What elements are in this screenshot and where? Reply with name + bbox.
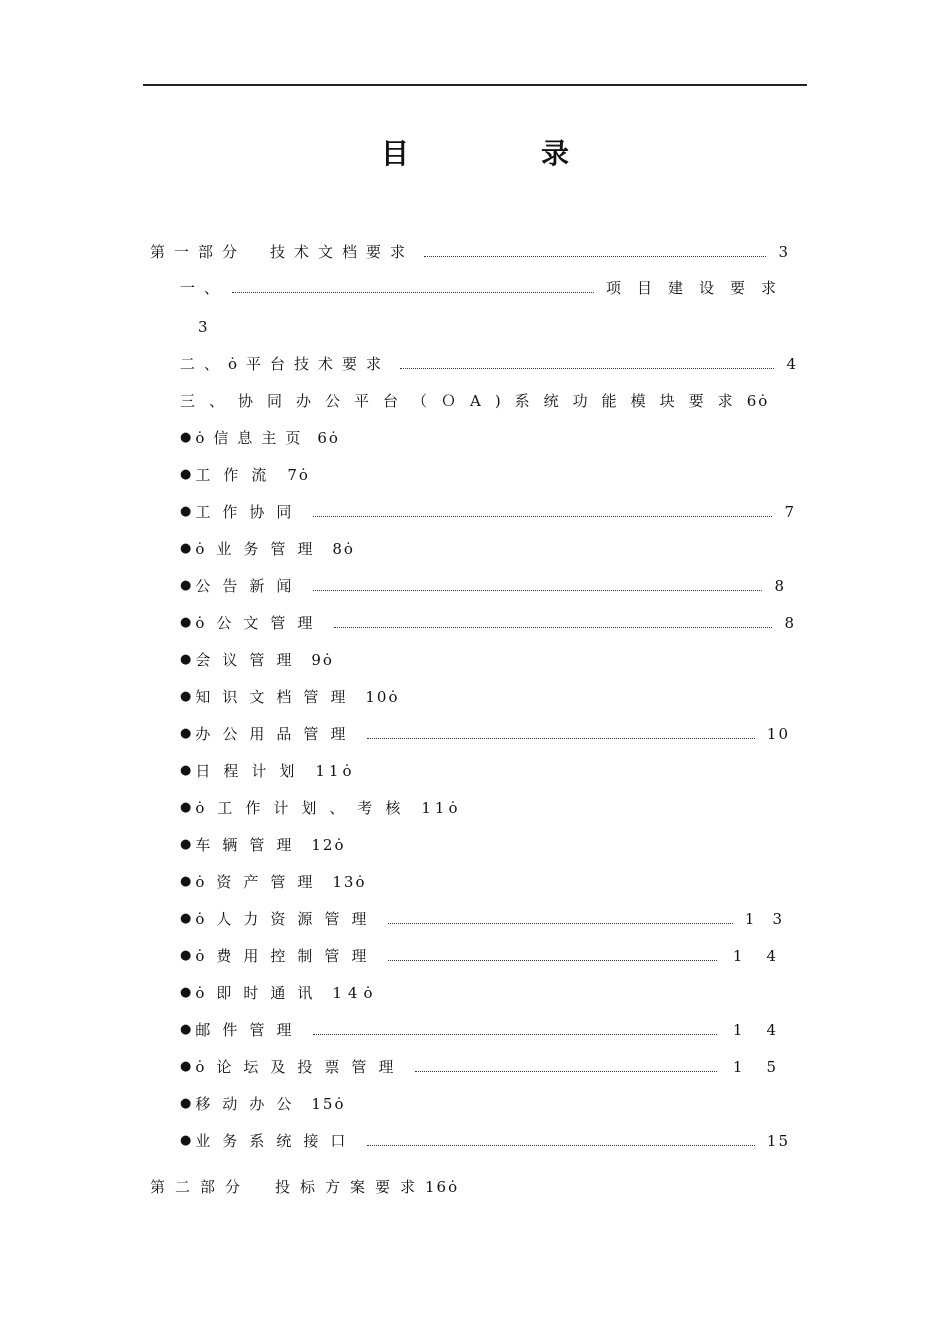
dot-leader [313, 514, 772, 517]
toc-entry-page: 8 [774, 577, 786, 595]
toc-entry-label: 一、 [180, 279, 229, 297]
bullet-icon: ● [180, 541, 192, 556]
bullet-icon: ● [180, 430, 192, 445]
toc-entry-news[interactable] [180, 574, 786, 598]
toc-entry-page: 14 [732, 947, 800, 965]
bullet-icon: ● [180, 689, 192, 704]
toc-entry-label: 办公用品管理 [195, 725, 358, 743]
toc-entry-label: ȯ公文管理 [195, 614, 325, 632]
bullet-icon: ● [180, 763, 192, 778]
toc-entry-section-2[interactable] [180, 352, 798, 376]
toc-entry-label: 第一部分 技术文档要求 [150, 243, 415, 261]
toc-entry-page: 8 [784, 614, 796, 632]
toc-entry-label: 移动办公 [195, 1095, 304, 1113]
toc-entry-page: 15ȯ [311, 1095, 346, 1113]
dot-leader [400, 366, 774, 369]
toc-entry-label: 车辆管理 [195, 836, 304, 854]
toc-entry-page: 项目建设要求 [605, 279, 792, 297]
toc-entry-page: 12ȯ [311, 836, 346, 854]
bullet-icon: ● [180, 1096, 192, 1111]
dot-leader [388, 958, 717, 961]
toc-entry-page: 13 [744, 910, 800, 928]
toc-entry-page: 14ȯ [332, 984, 379, 1002]
toc-entry-page: 11ȯ [421, 799, 462, 817]
toc-entry-section-1[interactable] [180, 276, 792, 300]
toc-entry-label: 知识文档管理 [195, 688, 358, 706]
toc-entry-page: 9ȯ [311, 651, 334, 669]
toc-entry-wrapped-page: 3 [198, 318, 208, 336]
dot-leader [334, 625, 772, 628]
toc-entry-label: ȯ业务管理 [195, 540, 325, 558]
toc-entry-business[interactable] [180, 537, 355, 561]
toc-entry-page: 15 [732, 1058, 800, 1076]
toc-entry-label: ȯ资产管理 [195, 873, 325, 891]
toc-entry-info-home[interactable] [180, 426, 340, 450]
dot-leader [415, 1069, 717, 1072]
toc-entry-label: 业务系统接口 [195, 1132, 358, 1150]
dot-leader [232, 290, 594, 293]
toc-entry-label: 公告新闻 [195, 577, 304, 595]
toc-entry-label: ȯ论坛及投票管理 [195, 1058, 406, 1076]
toc-entry-page: 11ȯ [315, 762, 356, 780]
dot-leader [313, 588, 762, 591]
toc-entry-schedule[interactable] [180, 759, 355, 783]
toc-entry-mail[interactable] [180, 1018, 800, 1042]
toc-entry-page: 13ȯ [332, 873, 367, 891]
bullet-icon: ● [180, 985, 192, 1000]
toc-entry-label: 工作流 [195, 466, 280, 484]
toc-entry-page: 3 [778, 243, 790, 261]
toc-entry-label: ȯ信息主页 [195, 429, 310, 447]
dot-leader [313, 1032, 717, 1035]
toc-entry-workflow[interactable] [180, 463, 310, 487]
bullet-icon: ● [180, 504, 192, 519]
bullet-icon: ● [180, 615, 192, 630]
toc-entry-hr[interactable] [180, 907, 800, 931]
toc-entry-page: 6ȯ [746, 392, 770, 410]
dot-leader [367, 1143, 755, 1146]
toc-entry-label: 二、ȯ平台技术要求 [180, 355, 391, 373]
toc-entry-label: ȯ即时通讯 [195, 984, 325, 1002]
toc-entry-mobile[interactable] [180, 1092, 345, 1116]
toc-entry-documents[interactable] [180, 611, 796, 635]
toc-entry-page: 8ȯ [332, 540, 355, 558]
bullet-icon: ● [180, 800, 192, 815]
toc-entry-forum[interactable] [180, 1055, 800, 1079]
toc-entry-page: 7 [784, 503, 796, 521]
toc-entry-label: 日程计划 [195, 762, 308, 780]
toc-entry-label: 第二部分 投标方案要求 [150, 1178, 426, 1196]
toc-entry-label: 会议管理 [195, 651, 304, 669]
toc-entry-section-3[interactable] [180, 389, 769, 413]
toc-entry-label: 工作协同 [195, 503, 304, 521]
toc-entry-page: 15 [766, 1132, 790, 1150]
toc-entry-label: 三、协同办公平台（ＯA)系统功能模块要求 [180, 392, 747, 410]
toc-entry-part-1[interactable] [150, 240, 790, 264]
bullet-icon: ● [180, 467, 192, 482]
toc-entry-page: 16ȯ [425, 1178, 460, 1196]
toc-entry-page: 4 [786, 355, 798, 373]
toc-entry-page: 6ȯ [317, 429, 340, 447]
bullet-icon: ● [180, 911, 192, 926]
bullet-icon: ● [180, 948, 192, 963]
toc-entry-part-2[interactable] [150, 1175, 459, 1199]
toc-title: 目 录 [380, 137, 621, 170]
bullet-icon: ● [180, 652, 192, 667]
dot-leader [367, 736, 755, 739]
toc-entry-collaboration[interactable] [180, 500, 796, 524]
toc-entry-page: 14 [732, 1021, 800, 1039]
toc-entry-expense[interactable] [180, 944, 800, 968]
toc-entry-label: ȯ人力资源管理 [195, 910, 379, 928]
bullet-icon: ● [180, 837, 192, 852]
toc-entry-page: 10ȯ [365, 688, 400, 706]
toc-entry-page: 7ȯ [287, 466, 310, 484]
toc-entry-label: ȯ工作计划、考核 [195, 799, 414, 817]
dot-leader [424, 254, 766, 257]
toc-entry-label: ȯ费用控制管理 [195, 947, 379, 965]
toc-entry-office-supplies[interactable] [180, 722, 790, 746]
toc-entry-vehicles[interactable] [180, 833, 345, 857]
toc-entry-meetings[interactable] [180, 648, 334, 672]
toc-entry-im[interactable] [180, 981, 379, 1005]
toc-entry-work-plan[interactable] [180, 796, 462, 820]
bullet-icon: ● [180, 1022, 192, 1037]
toc-entry-knowledge[interactable] [180, 685, 399, 709]
dot-leader [388, 921, 733, 924]
bullet-icon: ● [180, 578, 192, 593]
bullet-icon: ● [180, 874, 192, 889]
toc-entry-integration[interactable] [180, 1129, 790, 1153]
toc-entry-page: 10 [766, 725, 790, 743]
bullet-icon: ● [180, 1133, 192, 1148]
toc-entry-assets[interactable] [180, 870, 367, 894]
toc-entry-label: 邮件管理 [195, 1021, 304, 1039]
bullet-icon: ● [180, 1059, 192, 1074]
bullet-icon: ● [180, 726, 192, 741]
